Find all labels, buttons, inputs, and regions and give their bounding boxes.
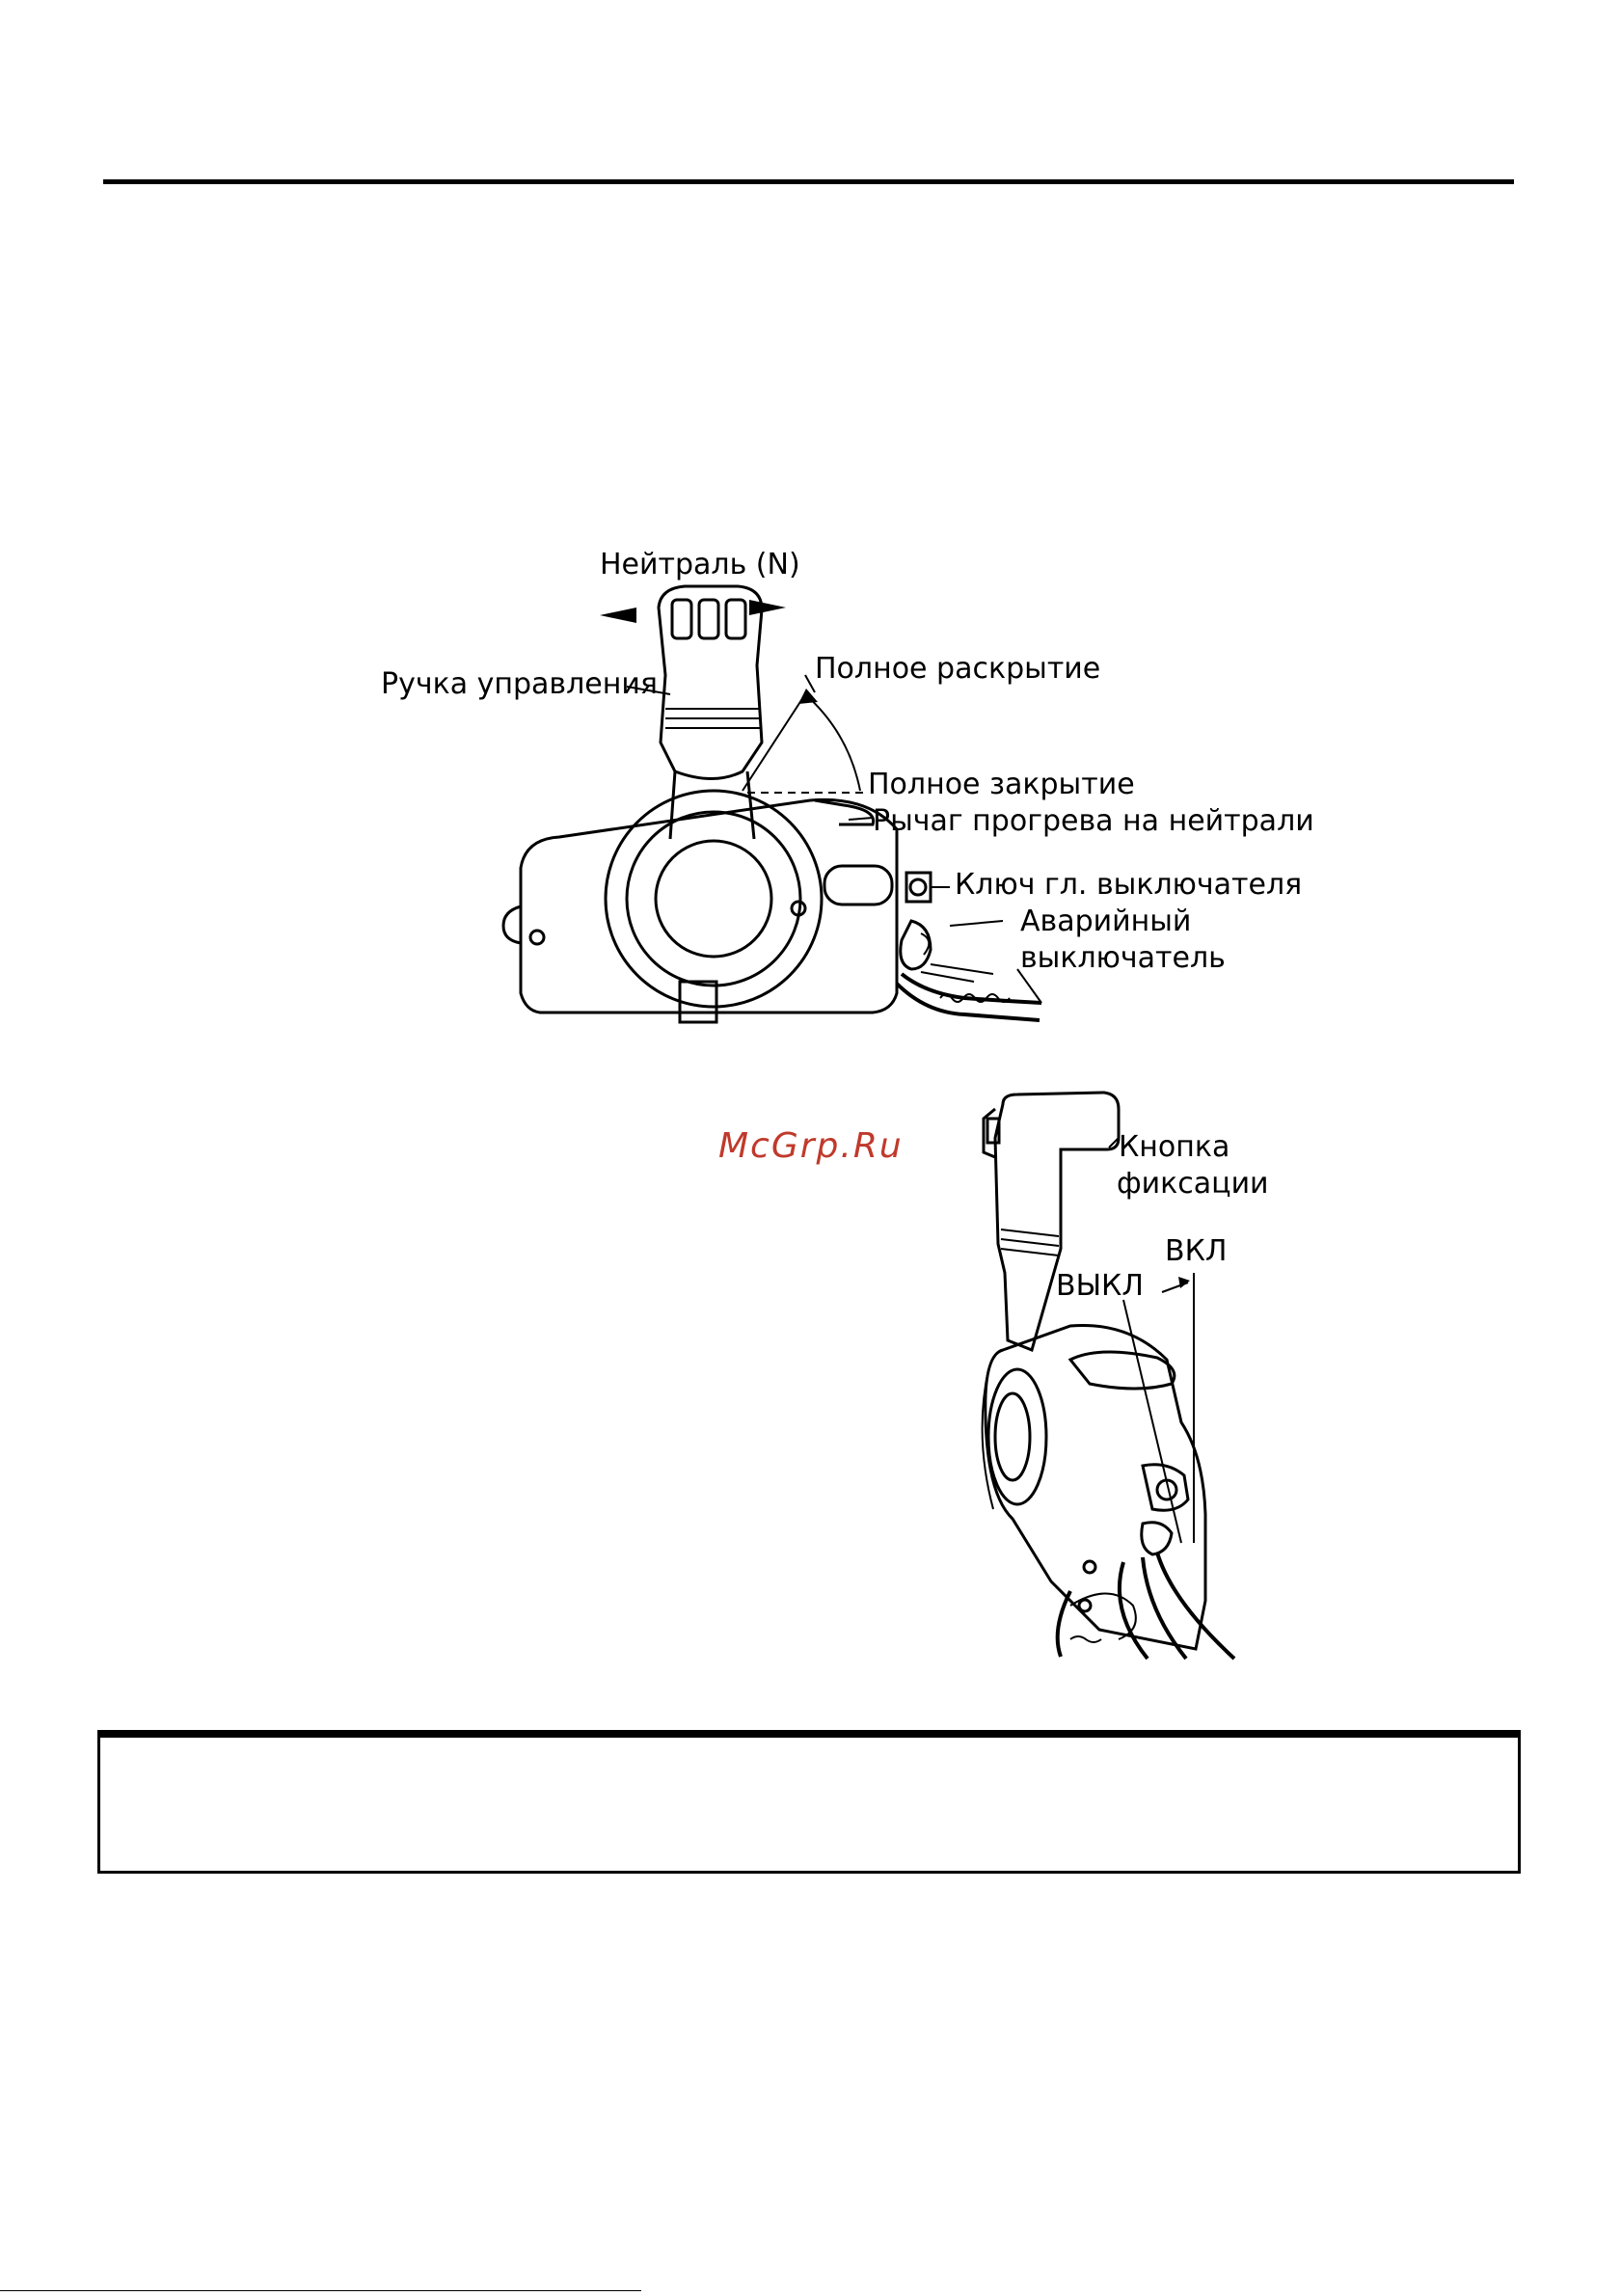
main-key-label: Ключ гл. выключателя	[955, 868, 1303, 902]
on-label: ВКЛ	[1165, 1234, 1228, 1268]
arrow-left-icon	[600, 608, 636, 623]
watermark: McGrp.Ru	[718, 1126, 904, 1166]
handle-label: Ручка управления	[381, 667, 658, 701]
lock-button-label-line1: Кнопка	[1119, 1130, 1230, 1164]
off-label: ВЫКЛ	[1056, 1269, 1144, 1303]
emergency-switch-label-line1: Аварийный	[1020, 905, 1192, 938]
lock-handle	[995, 1093, 1119, 1350]
lock-body	[986, 1325, 1205, 1649]
arrow-right-icon	[749, 600, 786, 615]
note-box	[97, 1730, 1521, 1874]
emergency-switch-label-line2: выключатель	[1020, 941, 1226, 975]
neutral-label: Нейтраль (N)	[600, 548, 800, 581]
warmup-lever-label: Рычаг прогрева на нейтрали	[873, 804, 1314, 838]
full-close-label: Полное закрытие	[868, 768, 1135, 801]
lock-button-label-line2: фиксации	[1117, 1167, 1269, 1201]
emergency-switch-icon	[901, 921, 931, 969]
full-open-label: Полное раскрытие	[815, 652, 1101, 686]
footer-rule	[0, 2290, 641, 2291]
